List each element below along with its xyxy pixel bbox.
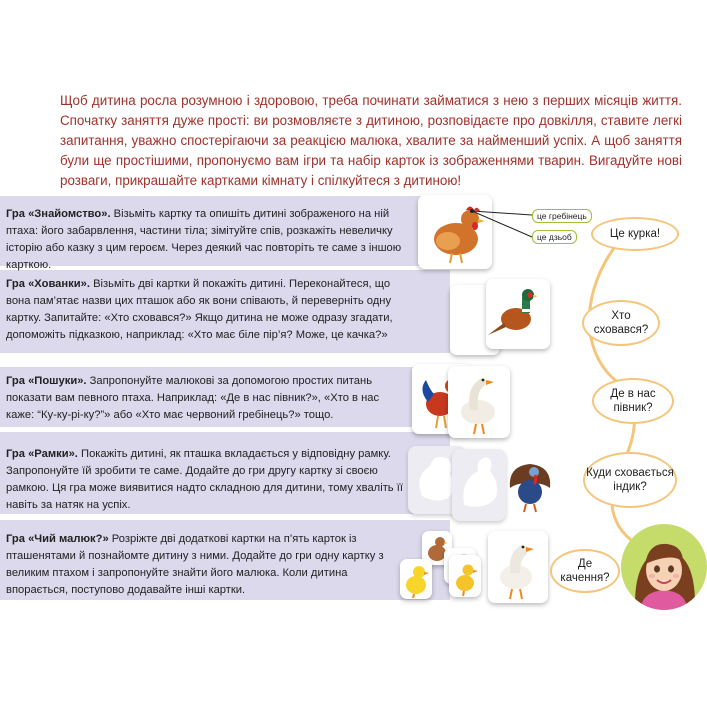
game-text: Покажіть дитині, як пташка вкладається у відповідну рамку. Запропонуйте їй зробити те саме. Додайте до гри другу картку зі своєю рамкою. Ця гра може виявитися надто складною для дитини, тому хваліть її навіть за натяк на успіх. (6, 448, 403, 511)
game-title: Гра «Рамки». (6, 448, 78, 460)
game-khovanky (6, 276, 410, 344)
turkey-frame (452, 449, 506, 521)
woman-avatar (621, 524, 707, 610)
game-title: Гра «Чий малюк?» (6, 533, 109, 545)
speech-bubble-1: Це курка! (591, 217, 679, 251)
game-title: Гра «Пошуки». (6, 375, 87, 387)
intro-paragraph: Щоб дитина росла розумною і здоровою, треба починати займатися з нею з перших місяців життя. Спочатку заняття дуже прості: ви розмовляєте з дитиною, розповідаєте про довкілля, ставите легкі запитання, уважно спостерігаючи за реакцією малюка, хвалите за найменший успіх. А щоб заняття були ще простішими, пропонуємо вам ігри та набір карток із зображеннями тварин. Вигадуйте нові розваги, прикрашайте картками кімнату і спілкуйтеся з дитиною! (60, 93, 682, 188)
game-text: Розріжте дві додаткові картки на п’ять карток із пташенятами й познайомте дитину з ними. Додайте до гри одну картку з великим птахом і запропонуйте знайти його малюка. Коли дитина впорається, поступово додавайте інші картки. (6, 533, 384, 596)
game-ramky (6, 446, 410, 514)
speech-bubble-3: Де в нас півник? (592, 378, 674, 424)
goose-card (448, 366, 510, 438)
speech-bubble-5: Де качення? (550, 549, 620, 593)
chick-card-4 (449, 555, 481, 597)
game-title: Гра «Знайомство». (6, 208, 111, 220)
duck-card (488, 531, 548, 603)
turkey-figure (508, 458, 552, 514)
speech-bubble-4: Куди сховається індик? (583, 452, 677, 508)
pheasant-card (486, 279, 550, 349)
game-chyi-maliuk (6, 531, 410, 599)
game-znayomstvo (6, 206, 410, 274)
game-text: Візьміть картку та опишіть дитині зображеного на ній птаха: його забарвлення, частини тіла; зімітуйте спів, розкажіть невеличку історію або казку з цим героєм. Через деякий час повторіть те саме з іншою карткою. (6, 208, 402, 271)
beak-label: це дзьоб (532, 230, 577, 244)
game-text: Запропонуйте малюкові за допомогою простих питань показати вам певного птаха. Наприклад: «Де в нас півник?», «Хто в нас каже: “Ку-ку-рі-ку?”» або «Хто має червоний гребінець?» тощо. (6, 375, 380, 421)
comb-label: це гребінець (532, 209, 592, 223)
game-title: Гра «Хованки». (6, 278, 90, 290)
game-text: Візьміть дві картки й покажіть дитині. Переконайтеся, що вона пам’ятає назви цих пташок або як вони співають, й переверніть одну картку. Запитайте: «Хто сховався?» Якщо дитина не може одразу згадати, допоможіть підказкою, наприклад: «Хто має біле пір’я? Може, це качка?» (6, 278, 393, 341)
game-poshuky (6, 373, 410, 424)
chick-card-3 (400, 559, 432, 599)
label-pointer-lines (470, 205, 540, 245)
speech-bubble-2: Хто сховався? (582, 300, 660, 346)
